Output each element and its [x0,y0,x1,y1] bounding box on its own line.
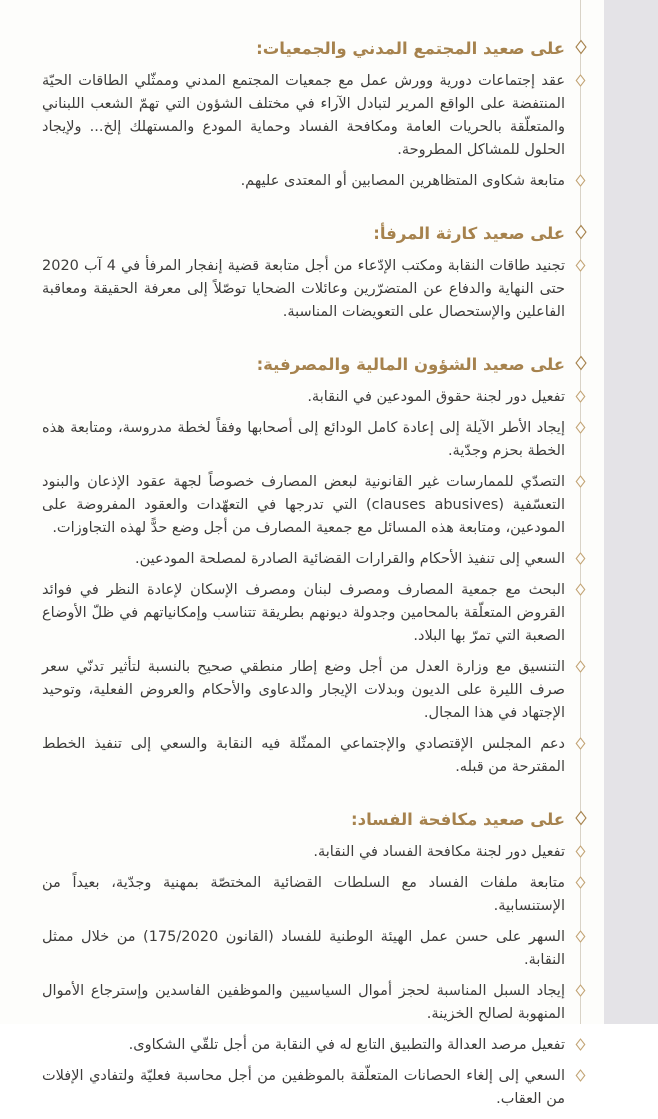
section-title-text: على صعيد كارثة المرفأ: [373,224,565,243]
list-item [42,471,565,540]
list-item [42,733,565,779]
list-item [42,872,565,918]
diamond-icon [575,225,586,240]
section [42,223,565,324]
bullet-text: التصدّي للممارسات غير القانونية لبعض المصارف خصوصاً لجهة عقود الإذعان والبنود التعسّفية (clauses abusives) التي تدرجها في التعهّدات والعقود المفروضة على المودعين، ومتابعة هذه المسائل مع جمعية المصارف من أجل وضع حدًّ لهذه التجاوزات. [42,474,565,536]
diamond-icon [576,1038,586,1051]
diamond-icon [576,552,586,565]
section [42,354,565,779]
diamond-icon [576,1069,586,1082]
bullet-text: تفعيل مرصد العدالة والتطبيق التابع له في النقابة من أجل تلقّي الشكاوى. [128,1037,565,1053]
section-items [42,841,565,1111]
bullet-text: تفعيل دور لجنة مكافحة الفساد في النقابة. [313,844,565,860]
bullet-text: إيجاد الأطر الآيلة إلى إعادة كامل الودائع إلى أصحابها وفقاً لخطة مدروسة، ومتابعة هذه الخطة بحزم وجدّية. [42,420,565,459]
diamond-icon [576,876,586,889]
list-item [42,656,565,725]
bullet-text: إيجاد السبل المناسبة لحجز أموال السياسيين والموظفين الفاسدين وإسترجاع الأموال المنهوبة لصالح الخزينة. [42,983,565,1022]
bullet-text: البحث مع جمعية المصارف ومصرف لبنان ومصرف الإسكان لإعادة النظر في فوائد القروض المتعلّقة بالمحامين وجدولة ديونهم بطريقة تتناسب وإمكانياتهم في ظلّ الأوضاع الصعبة التي تمرّ بها البلاد. [42,582,565,644]
section-items [42,386,565,779]
diamond-icon [575,40,586,55]
diamond-icon [576,390,586,403]
section-title-text: على صعيد مكافحة الفساد: [351,810,565,829]
list-item [42,386,565,409]
content [42,38,565,1119]
list-item [42,1065,565,1111]
timeline-line [580,0,581,1024]
diamond-icon [576,421,586,434]
list-item [42,841,565,864]
list-item [42,980,565,1026]
diamond-icon [575,811,586,826]
diamond-icon [576,930,586,943]
list-item [42,255,565,324]
diamond-icon [576,475,586,488]
diamond-icon [576,984,586,997]
bullet-text: السعي إلى إلغاء الحصانات المتعلّقة بالموظفين من أجل محاسبة فعليّة ولتفادي الإفلات من العقاب. [42,1068,565,1107]
bullet-text: تفعيل دور لجنة حقوق المودعين في النقابة. [307,389,565,405]
diamond-icon [576,259,586,272]
bullet-text: السعي إلى تنفيذ الأحكام والقرارات القضائية الصادرة لمصلحة المودعين. [135,551,565,567]
section-title-text: على صعيد الشؤون المالية والمصرفية: [256,355,565,374]
section [42,38,565,193]
section-title-text: على صعيد المجتمع المدني والجمعيات: [256,39,565,58]
list-item [42,1034,565,1057]
side-strip [604,0,658,1024]
section-items [42,70,565,193]
bullet-text: عقد إجتماعات دورية وورش عمل مع جمعيات المجتمع المدني وممثّلي الطاقات الحيّة المنتفضة على الواقع المرير لتبادل الآراء في مختلف الشؤون التي تهمّ الشعب اللبناني والمتعلّقة بالحريات العامة ومكافحة الفساد وحماية المودع والمستهلك إلخ... ولإيجاد الحلول للمشاكل المطروحة. [42,73,565,158]
section-title [42,38,565,59]
list-item [42,579,565,648]
diamond-icon [575,356,586,371]
section-items [42,255,565,324]
section-title [42,223,565,244]
bullet-text: دعم المجلس الإقتصادي والإجتماعي الممثّلة فيه النقابة والسعي إلى تنفيذ الخطط المقترحة من قبله. [42,736,565,775]
bullet-text: السهر على حسن عمل الهيئة الوطنية للفساد (القانون 175/2020) من خلال ممثل النقابة. [42,929,565,968]
diamond-icon [576,737,586,750]
section-title [42,809,565,830]
section [42,809,565,1111]
diamond-icon [576,174,586,187]
list-item [42,417,565,463]
bullet-text: تجنيد طاقات النقابة ومكتب الإدّعاء من أجل متابعة قضية إنفجار المرفأ في 4 آب 2020 حتى النهاية والدفاع عن المتضرّرين وعائلات الضحايا توصّلاً إلى معرفة الحقيقة ومعاقبة الفاعلين والإستحصال على التعويضات المناسبة. [42,258,565,320]
section-title [42,354,565,375]
diamond-icon [576,845,586,858]
list-item [42,548,565,571]
bullet-text: متابعة شكاوى المتظاهرين المصابين أو المعتدى عليهم. [240,173,565,189]
list-item [42,926,565,972]
list-item [42,170,565,193]
diamond-icon [576,583,586,596]
bullet-text: التنسيق مع وزارة العدل من أجل وضع إطار منطقي صحيح بالنسبة لتأثير تدنّي سعر صرف الليرة على الديون وبدلات الإيجار والدعاوى والأحكام والعروض الفعلية، وتوحيد الإجتهاد في هذا المجال. [42,659,565,721]
list-item [42,70,565,162]
diamond-icon [576,660,586,673]
diamond-icon [576,74,586,87]
bullet-text: متابعة ملفات الفساد مع السلطات القضائية المختصّة بمهنية وجدّية، بعيداً من الإستنسابية. [42,875,565,914]
